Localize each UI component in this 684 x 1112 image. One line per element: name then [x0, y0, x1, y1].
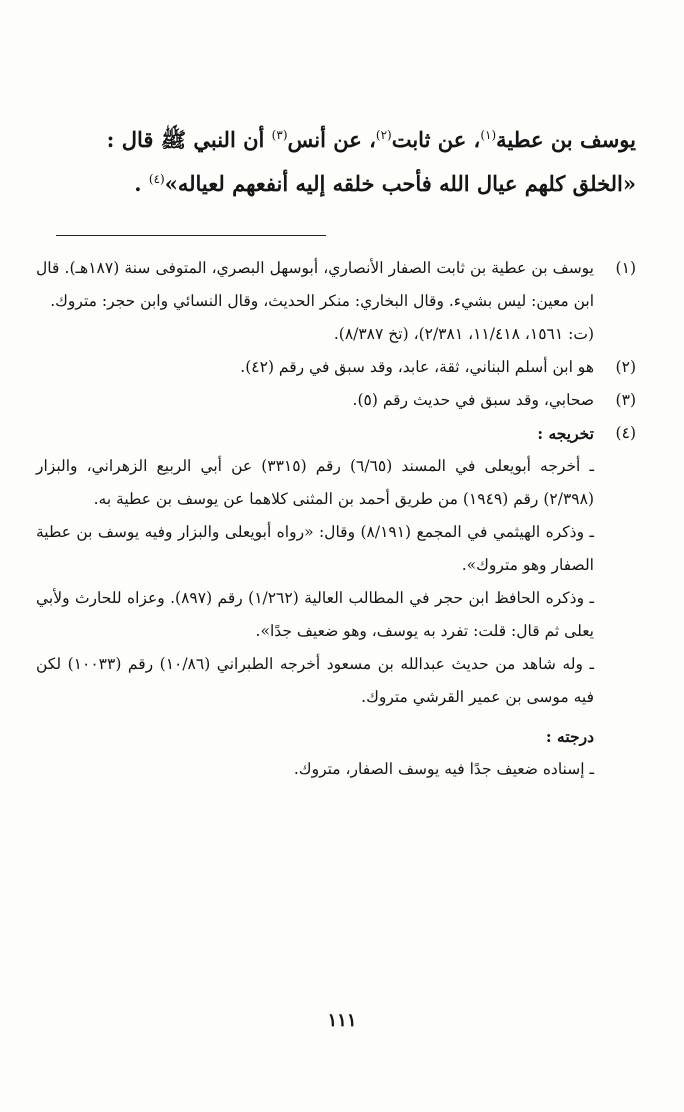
footnote-ref-3[interactable]: (٣)	[271, 128, 288, 142]
footnote-ref-1[interactable]: (١)	[480, 128, 497, 142]
hadith-text: «الخلق كلهم عيال الله فأحب خلقه إليه أنفعهم لعياله»	[164, 171, 636, 196]
footnote-2	[36, 351, 636, 384]
footnotes	[36, 252, 636, 786]
takhrij-paragraph: ـ وذكره الهيثمي في المجمع (٨/١٩١) وقال: «رواه أبويعلى والبزار وفيه يوسف بن عطية الصفار وهو متروك».	[36, 523, 595, 574]
takhrij-paragraph: ـ وذكره الحافظ ابن حجر في المطالب العالية (١/٢٦٢) رقم (٨٩٧). وعزاه للحارث ولأبي يعلى ثم قال: قلت: تفرد به يوسف، وهو ضعيف جدًا».	[36, 589, 594, 640]
page-number: ١١١	[327, 1010, 357, 1031]
footnote-number: (٢)	[615, 358, 636, 376]
takhrij-paragraph: ـ أخرجه أبويعلى في المسند (٦/٦٥) رقم (٣٣١٥) عن أبي الربيع الزهراني، والبزار (٢/٣٩٨) رقم (١٩٤٩) من طريق أحمد بن المثنى كلاهما عن يوسف بن عطية به.	[36, 457, 594, 508]
hadith-end: .	[134, 171, 149, 196]
footnote-separator	[56, 235, 326, 236]
footnote-number: (١)	[615, 259, 636, 277]
footnote-3	[36, 384, 636, 417]
main-line-2	[36, 162, 636, 206]
footnote-4	[36, 417, 636, 786]
takhrij-paragraph: ـ وله شاهد من حديث عبدالله بن مسعود أخرجه الطبراني (١٠/٨٦) رقم (١٠٠٣٣) لكن فيه موسى بن عمير القرشي متروك.	[36, 655, 594, 706]
footnote-number: (٤)	[615, 424, 636, 442]
takhrij-heading: تخريجه :	[537, 424, 594, 443]
footnote-text: صحابي، وقد سبق في حديث رقم (٥).	[352, 391, 594, 409]
narrator-thabit: ، عن ثابت	[391, 127, 481, 152]
footnote-text: يوسف بن عطية بن ثابت الصفار الأنصاري، أبوسهل البصري، المتوفى سنة (١٨٧هـ). قال ابن معين: ليس بشيء. وقال البخاري: منكر الحديث، وقال النسائي وابن حجر: متروك.	[36, 259, 595, 310]
grade-text: ـ إسناده ضعيف جدًا فيه يوسف الصفار، متروك.	[293, 760, 594, 778]
footnote-ref-4[interactable]: (٤)	[148, 172, 165, 186]
footnote-ref-2[interactable]: (٢)	[375, 128, 392, 142]
prophet-said: أن النبي ﷺ قال :	[106, 127, 272, 152]
main-line-1	[36, 118, 636, 162]
grade-heading: درجته :	[545, 727, 594, 746]
narrator-yusuf: يوسف بن عطية	[496, 127, 636, 152]
footnote-number: (٣)	[615, 391, 636, 409]
narrator-anas: ، عن أنس	[287, 127, 376, 152]
main-text	[36, 118, 636, 206]
footnote-citation: (ت: ١٥٦١، ١١/٤١٨، ٢/٣٨١)، (تخ ٨/٣٨٧).	[333, 325, 594, 343]
footnote-text: هو ابن أسلم البناني، ثقة، عابد، وقد سبق في رقم (٤٢).	[240, 358, 594, 376]
footnote-1	[36, 252, 636, 351]
